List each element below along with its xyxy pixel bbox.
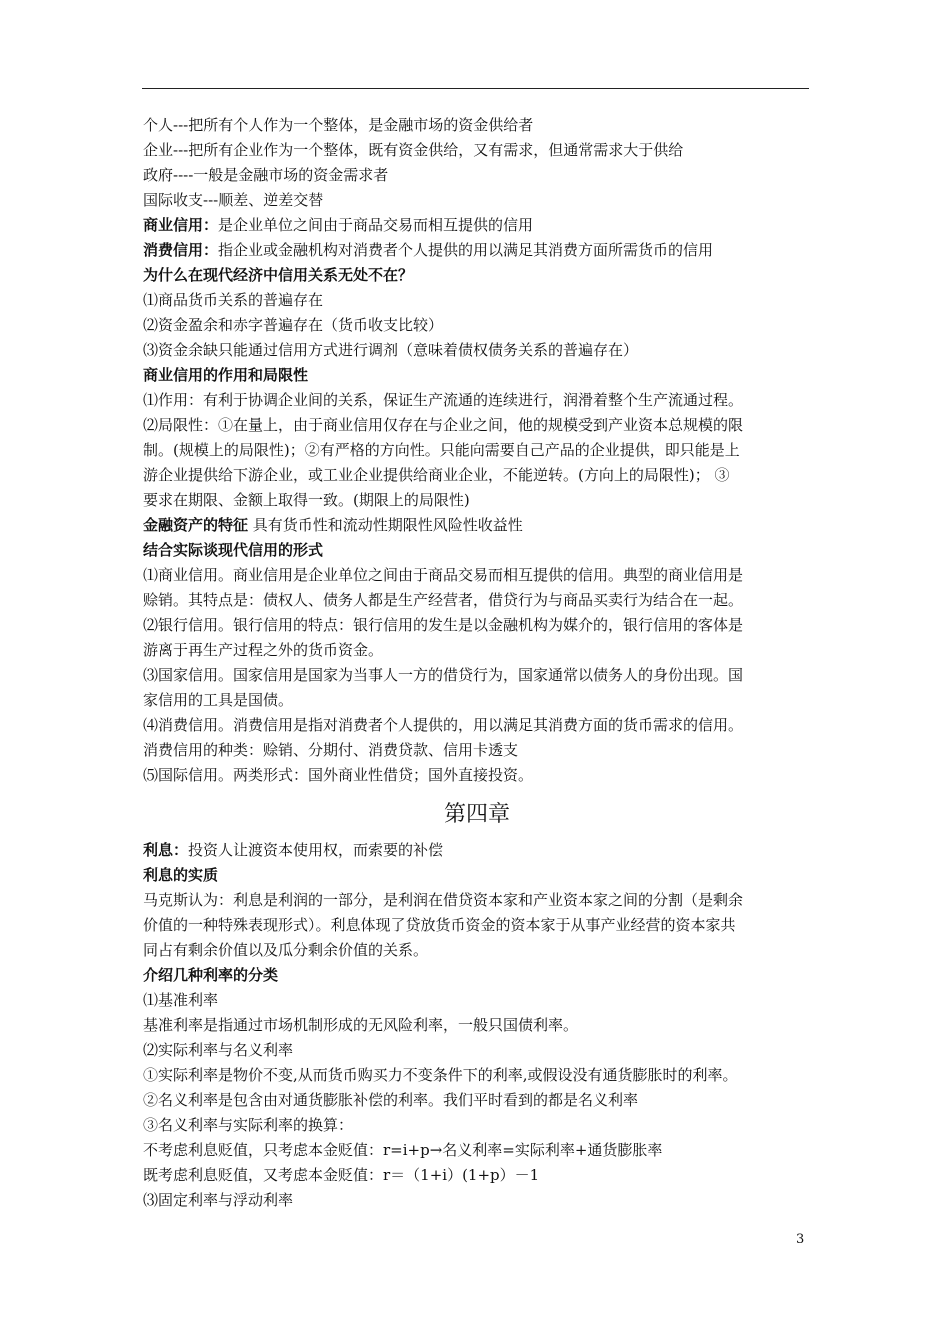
text-line xyxy=(143,688,811,713)
text-line xyxy=(143,988,811,1013)
text-line xyxy=(143,438,811,463)
header-rule xyxy=(142,88,809,89)
line-text: 家信用的工具是国债。 xyxy=(143,691,294,709)
line-text: 游企业提供给下游企业，或工业企业提供给商业企业，不能逆转。(方向上的局限性)； ③ xyxy=(143,466,730,484)
text-line xyxy=(143,163,811,188)
text-line xyxy=(143,613,811,638)
document-body xyxy=(143,113,811,1213)
line-text: ⑶资金余缺只能通过信用方式进行调剂（意味着债权债务关系的普遍存在） xyxy=(143,341,639,359)
line-text: 既考虑利息贬值，又考虑本金贬值：r＝（1+i）(1+p）－1 xyxy=(143,1166,540,1184)
text-line xyxy=(143,738,811,763)
text-line xyxy=(143,488,811,513)
text-line xyxy=(143,113,811,138)
text-line xyxy=(143,863,811,888)
bold-term: 利息的实质 xyxy=(143,866,219,884)
bold-term: 利息： xyxy=(143,841,189,859)
line-text: ③名义利率与实际利率的换算： xyxy=(143,1116,354,1134)
line-text: 赊销。其特点是：债权人、债务人都是生产经营者，借贷行为与商品买卖行为结合在一起。 xyxy=(143,591,744,609)
text-line xyxy=(143,1163,811,1188)
text-line xyxy=(143,1063,811,1088)
text-line xyxy=(143,1138,811,1163)
line-text: ⑵局限性：①在量上，由于商业信用仅存在与企业之间，他的规模受到产业资本总规模的限 xyxy=(143,416,744,434)
text-line xyxy=(143,963,811,988)
line-text: ①实际利率是物价不变,从而货币购买力不变条件下的利率,或假设没有通货膨胀时的利率。 xyxy=(143,1066,738,1084)
bold-term: 消费信用： xyxy=(143,241,219,259)
text-line xyxy=(143,413,811,438)
text-line xyxy=(143,1113,811,1138)
line-text: ⑴基准利率 xyxy=(143,991,219,1009)
text-line xyxy=(143,188,811,213)
line-text: ②名义利率是包含由对通货膨胀补偿的利率。我们平时看到的都是名义利率 xyxy=(143,1091,639,1109)
text-line xyxy=(143,238,811,263)
text-line xyxy=(143,1013,811,1038)
line-text: ⑷消费信用。消费信用是指对消费者个人提供的，用以满足其消费方面的货币需求的信用。 xyxy=(143,716,744,734)
line-text: ⑶固定利率与浮动利率 xyxy=(143,1191,294,1209)
line-text: 投资人让渡资本使用权，而索要的补偿 xyxy=(188,841,444,859)
text-line xyxy=(143,913,811,938)
line-text: ⑸国际信用。两类形式：国外商业性借贷；国外直接投资。 xyxy=(143,766,534,784)
line-text: ⑵银行信用。银行信用的特点：银行信用的发生是以金融机构为媒介的，银行信用的客体是 xyxy=(143,616,744,634)
line-text: 价值的一种特殊表现形式）。利息体现了贷放货币资金的资本家于从事产业经营的资本家共 xyxy=(143,916,736,934)
text-line xyxy=(143,763,811,788)
text-line xyxy=(143,713,811,738)
text-line xyxy=(143,938,811,963)
line-text: 具有货币性和流动性期限性风险性收益性 xyxy=(248,516,523,534)
line-text: ⑵资金盈余和赤字普遍存在（货币收支比较） xyxy=(143,316,444,334)
line-text: 政府----一般是金融市场的资金需求者 xyxy=(143,166,389,184)
line-text: ⑵实际利率与名义利率 xyxy=(143,1041,294,1059)
bold-term: 金融资产的特征 xyxy=(143,516,249,534)
line-text: 个人---把所有个人作为一个整体，是金融市场的资金供给者 xyxy=(143,116,534,134)
text-line xyxy=(143,538,811,563)
line-text: 消费信用的种类：赊销、分期付、消费贷款、信用卡透支 xyxy=(143,741,519,759)
text-line xyxy=(143,663,811,688)
line-text: 基准利率是指通过市场机制形成的无风险利率，一般只国债利率。 xyxy=(143,1016,579,1034)
page-number: 3 xyxy=(796,1232,805,1247)
bold-term: 结合实际谈现代信用的形式 xyxy=(143,541,324,559)
text-line xyxy=(143,338,811,363)
text-line xyxy=(143,1188,811,1213)
bold-term: 介绍几种利率的分类 xyxy=(143,966,279,984)
line-text: 指企业或金融机构对消费者个人提供的用以满足其消费方面所需货币的信用 xyxy=(218,241,714,259)
line-text: 国际收支---顺差、逆差交替 xyxy=(143,191,324,209)
text-line xyxy=(143,213,811,238)
text-line xyxy=(143,513,811,538)
text-line xyxy=(143,288,811,313)
line-text: ⑶国家信用。国家信用是国家为当事人一方的借贷行为，国家通常以债务人的身份出现。国 xyxy=(143,666,744,684)
text-line xyxy=(143,263,811,288)
line-text: 企业---把所有企业作为一个整体，既有资金供给，又有需求，但通常需求大于供给 xyxy=(143,141,684,159)
line-text: 制。(规模上的局限性)；②有严格的方向性。只能向需要自己产品的企业提供，即只能是上 xyxy=(143,441,740,459)
bold-term: 商业信用： xyxy=(143,216,219,234)
text-line xyxy=(143,138,811,163)
text-line xyxy=(143,363,811,388)
line-text: ⑴作用：有利于协调企业间的关系，保证生产流通的连续进行，润滑着整个生产流通过程。 xyxy=(143,391,744,409)
line-text: 是企业单位之间由于商品交易而相互提供的信用 xyxy=(218,216,534,234)
text-line xyxy=(143,888,811,913)
line-text: 不考虑利息贬值，只考虑本金贬值：r=i+p→名义利率=实际利率+通货膨胀率 xyxy=(143,1141,663,1159)
text-line xyxy=(143,1038,811,1063)
text-line xyxy=(143,313,811,338)
text-line xyxy=(143,1088,811,1113)
line-text: ⑴商品货币关系的普遍存在 xyxy=(143,291,324,309)
bold-term: 商业信用的作用和局限性 xyxy=(143,366,309,384)
line-text: 要求在期限、金额上取得一致。(期限上的局限性) xyxy=(143,491,470,509)
text-line xyxy=(143,588,811,613)
text-line xyxy=(143,838,811,863)
text-line xyxy=(143,638,811,663)
text-line xyxy=(143,463,811,488)
line-text: 同占有剩余价值以及瓜分剩余价值的关系。 xyxy=(143,941,429,959)
section-credit xyxy=(143,113,811,788)
chapter-heading: 第四章 xyxy=(443,802,510,827)
line-text: 游离于再生产过程之外的货币资金。 xyxy=(143,641,384,659)
section-interest xyxy=(143,838,811,1213)
bold-term: 为什么在现代经济中信用关系无处不在？ xyxy=(143,266,414,284)
text-line xyxy=(143,388,811,413)
line-text: ⑴商业信用。商业信用是企业单位之间由于商品交易而相互提供的信用。典型的商业信用是 xyxy=(143,566,744,584)
text-line xyxy=(143,563,811,588)
line-text: 马克斯认为：利息是利润的一部分，是利润在借贷资本家和产业资本家之间的分割（是剩余 xyxy=(143,891,744,909)
